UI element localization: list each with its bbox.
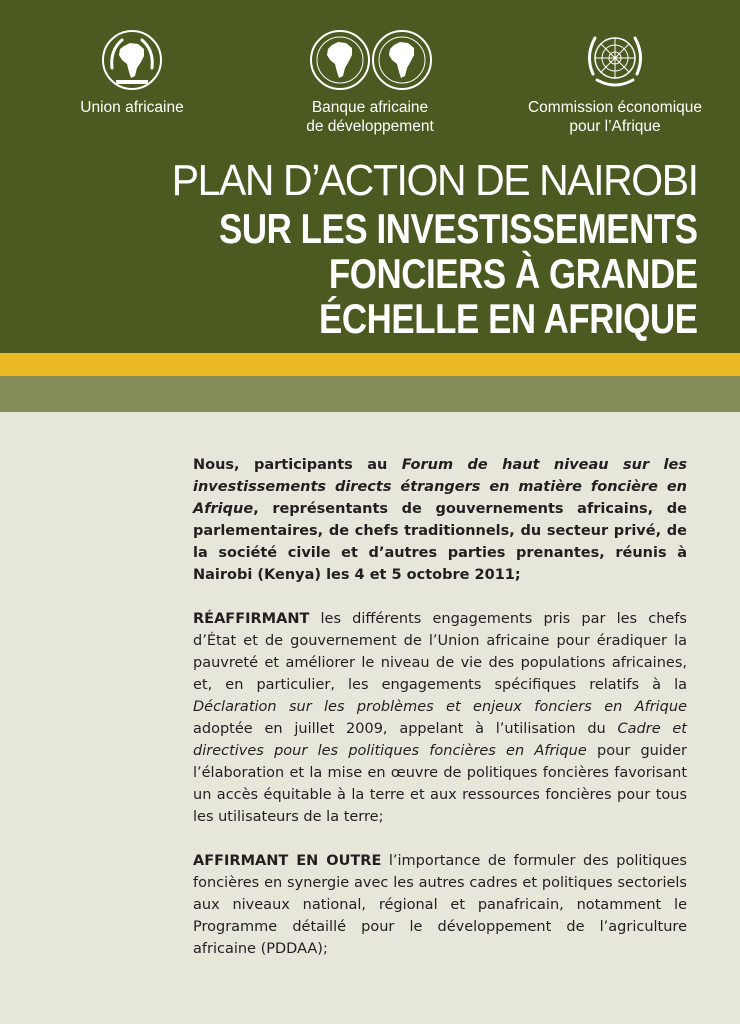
olive-divider-band xyxy=(0,376,740,412)
title-line-bold-1: SUR LES INVESTISSEMENTS xyxy=(219,205,698,252)
logo-banque-africaine xyxy=(280,28,460,136)
gold-divider-band xyxy=(0,353,740,376)
paragraph-2-declaration-title: Déclaration sur les problèmes et enjeux fonciers en Afrique xyxy=(193,699,687,715)
paragraph-1-forum-title: Forum de haut niveau sur les investissements directs étrangers en matière foncière en Afrique xyxy=(193,457,687,517)
paragraph-2-cadre-title: Cadre et directives pour les politiques foncières en Afrique xyxy=(193,721,687,759)
logo-label-bad-line-1: Banque africaine xyxy=(311,99,429,116)
logo-commission-economique xyxy=(510,28,720,136)
title-line-bold-3: ÉCHELLE EN AFRIQUE xyxy=(319,295,698,342)
paragraph-2-part-3: adoptée en juillet 2009, appelant à l’utilisation du xyxy=(193,721,618,737)
logo-label-cea-line-1: Commission économique xyxy=(527,99,703,116)
logo-union-africaine xyxy=(62,28,202,117)
paragraph-2-part-5: pour guider l’élaboration et la mise en œuvre de politiques foncières favorisant un accès équitable à la terre et aux ressources foncières pour tous les utilisateurs de la terre; xyxy=(193,743,687,825)
header-banner xyxy=(0,0,740,353)
un-emblem-icon xyxy=(583,28,647,92)
paragraph-1-part-3: , représentants de gouvernements africains, de parlementaires, de chefs traditionnels, du secteur privé, de la société civile et d’autres parties prenantes, réunis à Nairobi (Kenya) les 4 et 5 octobre 2011; xyxy=(193,501,687,583)
paragraph-2-part-1: les différents engagements pris par les chefs d’État et de gouvernement de l’Union africaine pour éradiquer la pauvreté et améliorer le niveau de vie des populations africaines, et, en particulier, les engagements spécifiques relatifs à la xyxy=(193,611,687,693)
logo-label-bad-line-2: de développement xyxy=(306,118,434,135)
title-line-light: PLAN D’ACTION DE NAIROBI xyxy=(172,156,699,205)
paragraph-2-lead: RÉAFFIRMANT xyxy=(193,611,310,627)
body-text xyxy=(193,454,687,982)
paragraph-affirmant-en-outre xyxy=(193,850,687,960)
african-union-emblem-icon xyxy=(100,28,164,92)
document-title xyxy=(121,156,698,341)
logo-label-au-line-1: Union africaine xyxy=(80,99,184,116)
paragraph-3-lead: AFFIRMANT EN OUTRE xyxy=(193,853,382,869)
logo-label-cea-line-2: pour l’Afrique xyxy=(569,118,661,135)
paragraph-participants xyxy=(193,454,687,586)
afdb-emblem-icon xyxy=(306,28,434,92)
paragraph-3-part-1: l’importance de formuler des politiques foncières en synergie avec les autres cadres et politiques sectoriels aux niveaux national, régional et panafricain, notamment le Programme détaillé pour le développement de l’agriculture africaine (PDDAA); xyxy=(193,853,687,957)
title-line-bold-2: FONCIERS À GRANDE xyxy=(329,250,698,297)
paragraph-reaffirmant xyxy=(193,608,687,828)
paragraph-1-part-1: Nous, participants au xyxy=(193,457,402,473)
